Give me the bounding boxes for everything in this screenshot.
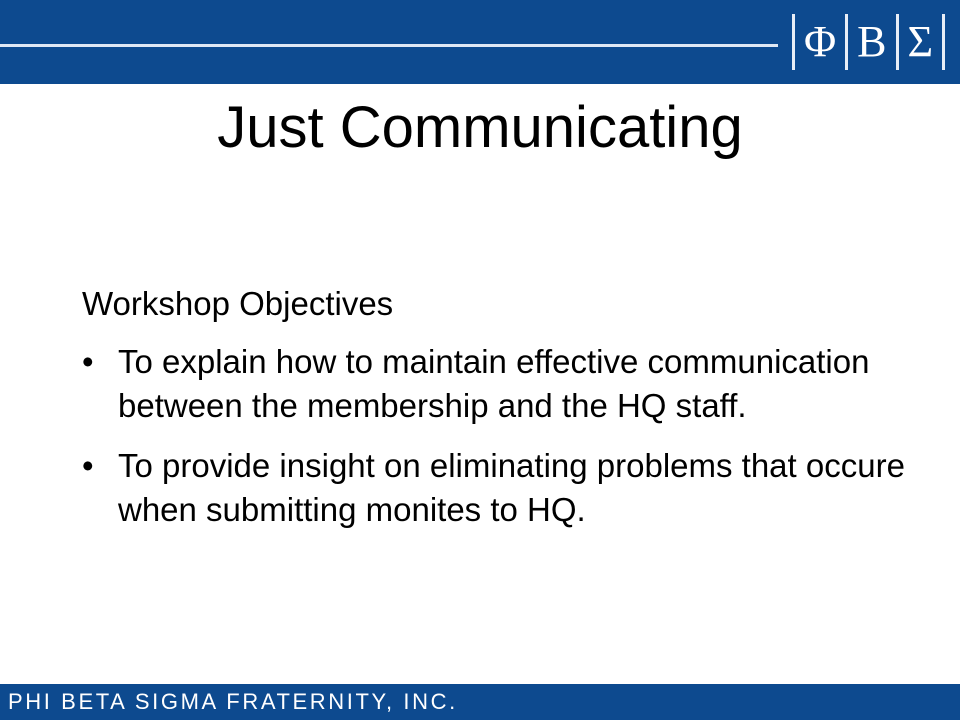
logo-letter-phi: Φ xyxy=(804,17,837,66)
objectives-list xyxy=(82,340,922,548)
footer-bar xyxy=(0,684,960,720)
list-item-text: To provide insight on eliminating problems that occure when submitting monites to HQ. xyxy=(118,447,905,528)
section-heading: Workshop Objectives xyxy=(82,285,394,322)
greek-letters-logo xyxy=(792,14,945,70)
list-item xyxy=(82,340,922,428)
bullet-icon: • xyxy=(82,447,94,484)
slide-title: Just Communicating xyxy=(217,95,743,160)
header-bar xyxy=(0,0,960,84)
logo-letter-sigma: Σ xyxy=(907,17,934,66)
bullet-icon: • xyxy=(82,343,94,380)
header-rule xyxy=(0,44,778,47)
footer-organization-name: PHI BETA SIGMA FRATERNITY, INC. xyxy=(8,689,458,714)
logo-divider xyxy=(942,14,945,70)
list-item-text: To explain how to maintain effective communication between the membership and the HQ staff. xyxy=(118,343,870,424)
list-item xyxy=(82,444,922,532)
logo-letter-beta: Β xyxy=(857,17,887,66)
